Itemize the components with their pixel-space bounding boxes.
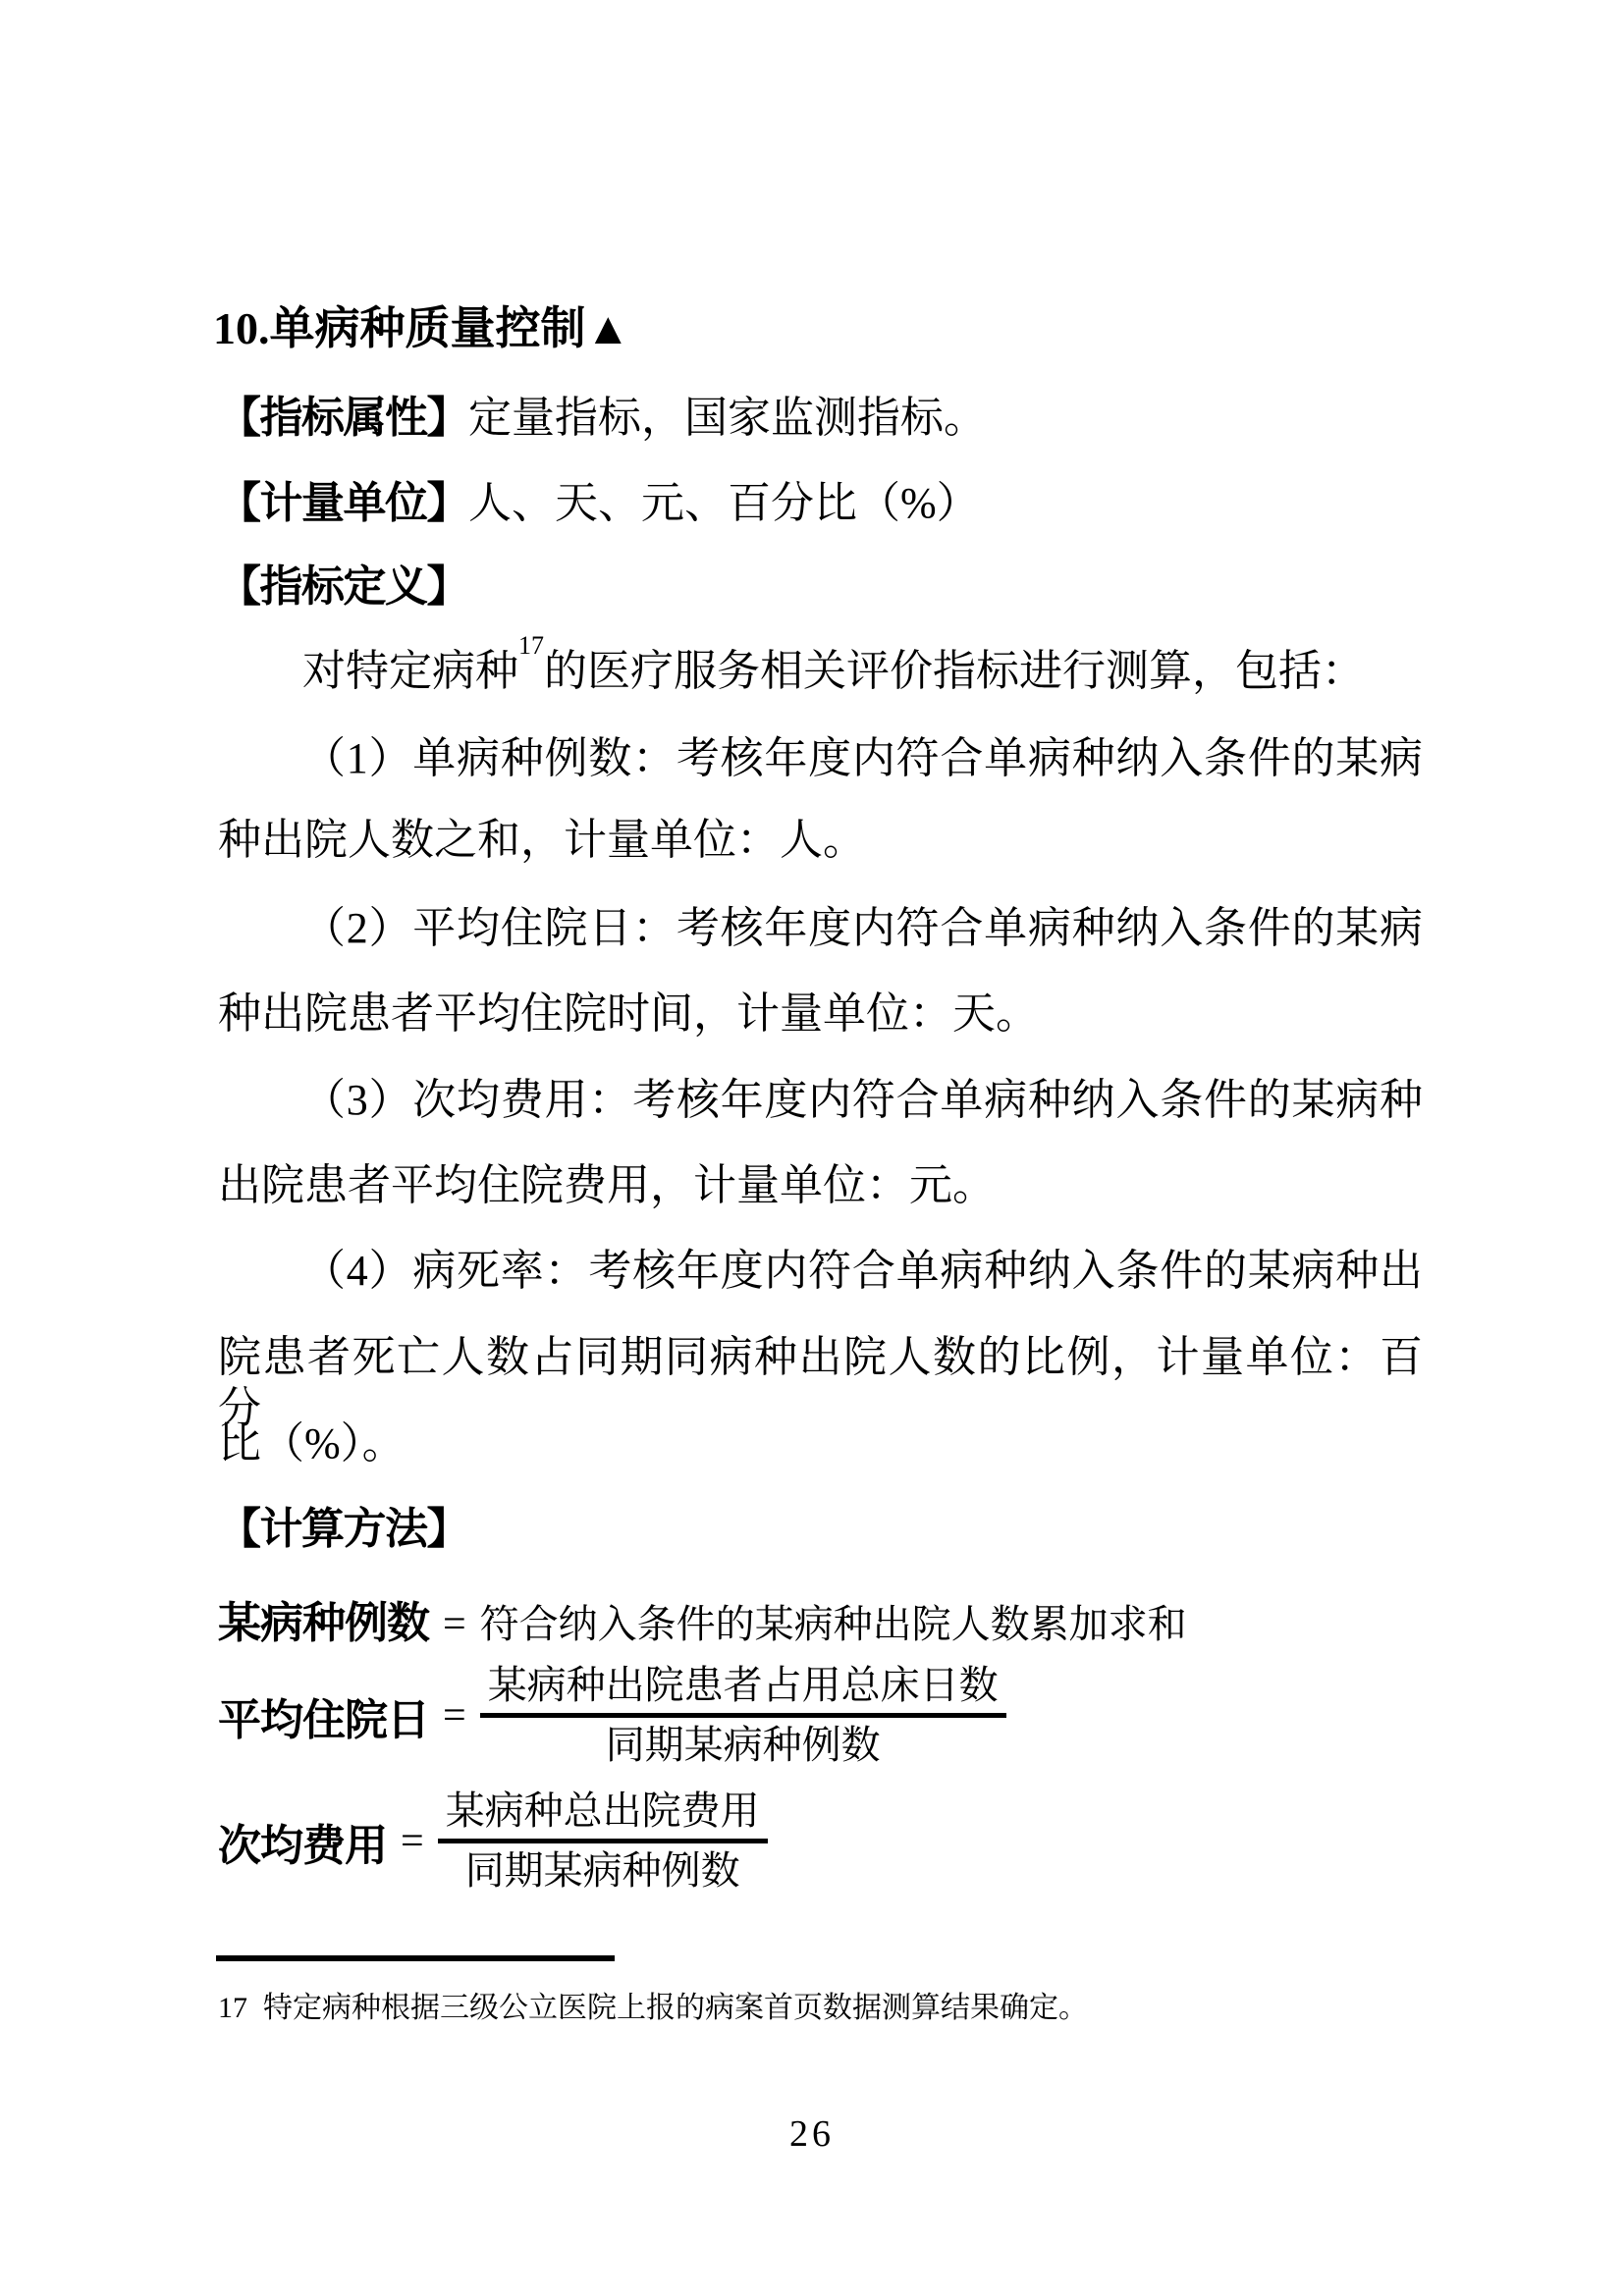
- fraction: [480, 1663, 1006, 1768]
- footnote-separator: [216, 1955, 615, 1961]
- fraction-denominator: 同期某病种例数: [605, 1723, 881, 1767]
- definition-item-line: 种出院人数之和，计量单位：人。: [218, 816, 866, 864]
- definition-intro-pre: 对特定病种: [302, 647, 518, 695]
- equals-sign: =: [443, 1602, 466, 1647]
- definition-item-line: 院患者死亡人数占同期同病种出院人数的比例，计量单位：百分: [218, 1333, 1423, 1432]
- definition-item-line: （1）单病种例数：考核年度内符合单病种纳入条件的某病: [302, 734, 1423, 782]
- equals-sign: =: [401, 1818, 424, 1864]
- definition-item-line: （4）病死率：考核年度内符合单病种纳入条件的某病种出: [302, 1247, 1423, 1295]
- fraction-numerator: 某病种出院患者占用总床日数: [480, 1663, 1006, 1718]
- page-number: 26: [789, 2113, 835, 2155]
- definition-item-line: （2）平均住院日：考核年度内符合单病种纳入条件的某病: [302, 904, 1423, 952]
- footnote: [218, 1989, 1088, 2028]
- definition-intro: [302, 631, 1365, 697]
- formula-label: 次均费用: [218, 1821, 387, 1870]
- attribute-line: [218, 393, 987, 444]
- attribute-label: 【指标属性】: [218, 394, 468, 442]
- formula-label: 某病种例数: [218, 1599, 429, 1647]
- definition-item-line: 种出院患者平均住院时间，计量单位：天。: [218, 989, 1039, 1038]
- calculation-heading: 【计算方法】: [218, 1505, 468, 1553]
- definition-item-line: 出院患者平均住院费用，计量单位：元。: [218, 1161, 996, 1209]
- definition-heading: 【指标定义】: [218, 562, 468, 611]
- formula-case-count: [218, 1587, 1187, 1650]
- fraction-numerator: 某病种总出院费用: [438, 1789, 768, 1843]
- section-title: 10.单病种质量控制▲: [213, 303, 631, 353]
- definition-item-line: 比（%）。: [218, 1419, 406, 1468]
- fraction: [438, 1789, 768, 1894]
- unit-line: [218, 478, 980, 529]
- footnote-ref-superscript: 17: [518, 631, 544, 661]
- equals-sign: =: [443, 1692, 466, 1738]
- fraction-denominator: 同期某病种例数: [464, 1848, 740, 1893]
- formula-label: 平均住院日: [218, 1695, 429, 1744]
- formula-avg-cost: [218, 1789, 768, 1894]
- definition-item-line: （3）次均费用：考核年度内符合单病种纳入条件的某病种: [302, 1076, 1423, 1124]
- definition-intro-post: 的医疗服务相关评价指标进行测算，包括：: [544, 647, 1365, 695]
- formula-rhs: 符合纳入条件的某病种出院人数累加求和: [479, 1602, 1187, 1646]
- formula-avg-length-of-stay: [218, 1663, 1006, 1768]
- footnote-number: 17: [218, 1992, 247, 2024]
- attribute-text: 定量指标，国家监测指标。: [468, 394, 987, 442]
- unit-text: 人、天、元、百分比（%）: [468, 479, 980, 527]
- unit-label: 【计量单位】: [218, 479, 468, 527]
- footnote-text: 特定病种根据三级公立医院上报的病案首页数据测算结果确定。: [263, 1992, 1088, 2024]
